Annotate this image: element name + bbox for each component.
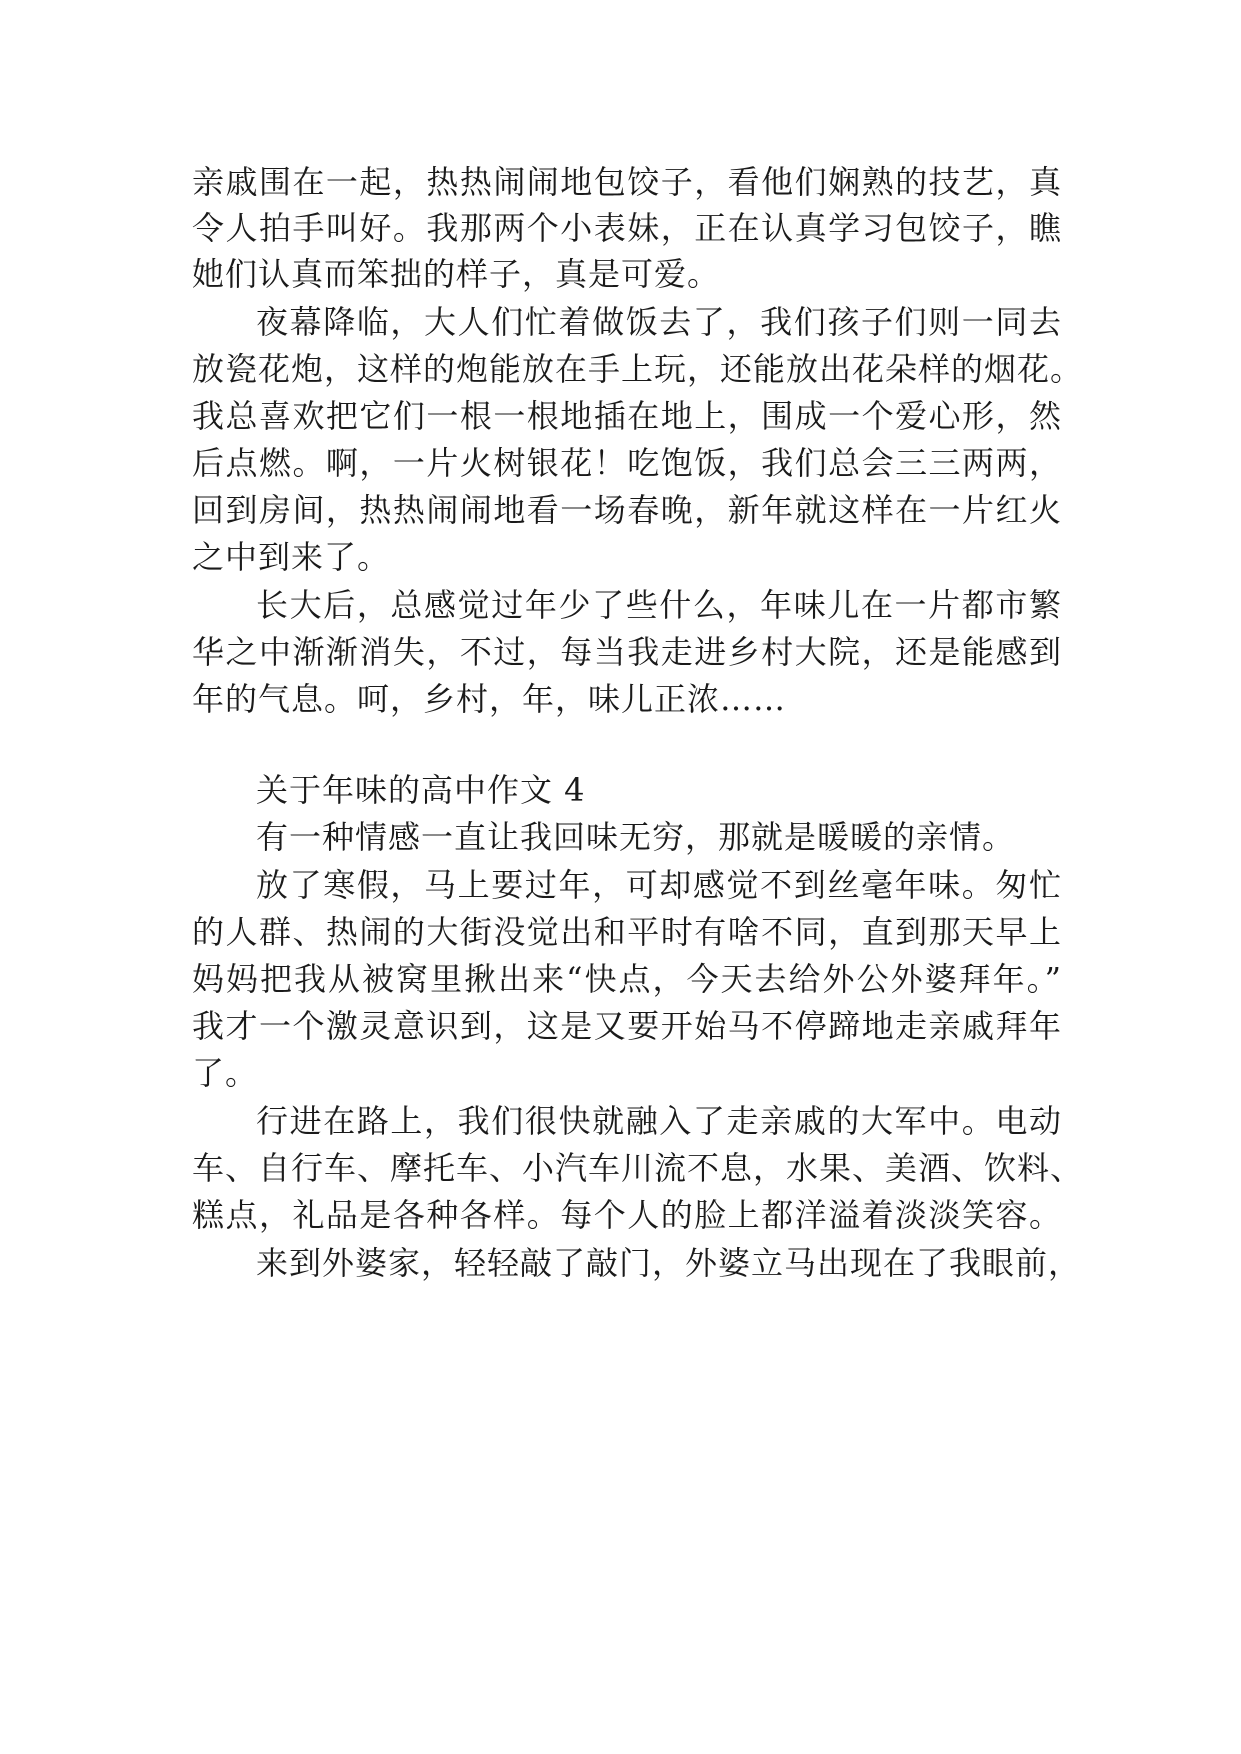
paragraph-line: 华之中渐渐消失，不过，每当我走进乡村大院，还是能感到 (192, 633, 1062, 671)
paragraph-line: 她们认真而笨拙的样子，真是可爱。 (192, 255, 721, 293)
paragraph-line: 回到房间，热热闹闹地看一场春晚，新年就这样在一片红火 (192, 491, 1062, 529)
paragraph-line: 糕点，礼品是各种各样。每个人的脸上都洋溢着淡淡笑容。 (192, 1196, 1062, 1234)
paragraph-line: 行进在路上，我们很快就融入了走亲戚的大军中。电动 (256, 1102, 1062, 1140)
paragraph-line: 之中到来了。 (192, 538, 391, 576)
paragraph-line: 长大后，总感觉过年少了些什么，年味儿在一片都市繁 (256, 586, 1062, 624)
paragraph-line: 放瓷花炮，这样的炮能放在手上玩，还能放出花朵样的烟花。 (192, 350, 1084, 388)
paragraph-line: 来到外婆家，轻轻敲了敲门，外婆立马出现在了我眼前， (256, 1244, 1082, 1282)
paragraph-line: 令人拍手叫好。我那两个小表妹，正在认真学习包饺子，瞧 (192, 209, 1062, 247)
paragraph-line: 年的气息。呵，乡村，年，味儿正浓…… (192, 680, 787, 718)
paragraph-line: 车、自行车、摩托车、小汽车川流不息，水果、美酒、饮料、 (192, 1149, 1084, 1187)
paragraph-line: 的人群、热闹的大街没觉出和平时有啥不同，直到那天早上 (192, 913, 1062, 951)
paragraph-line: 夜幕降临，大人们忙着做饭去了，我们孩子们则一同去 (256, 303, 1062, 341)
section-heading: 关于年味的高中作文 4 (256, 771, 586, 809)
paragraph-line: 放了寒假，马上要过年，可却感觉不到丝毫年味。匆忙 (256, 866, 1062, 904)
paragraph-line: 我才一个激灵意识到，这是又要开始马不停蹄地走亲戚拜年 (192, 1007, 1062, 1045)
paragraph-line: 后点燃。啊，一片火树银花！吃饱饭，我们总会三三两两， (192, 444, 1062, 482)
paragraph-line: 了。 (192, 1054, 259, 1092)
paragraph-line: 亲戚围在一起，热热闹闹地包饺子，看他们娴熟的技艺，真 (192, 163, 1062, 201)
paragraph-line: 我总喜欢把它们一根一根地插在地上，围成一个爱心形，然 (192, 397, 1062, 435)
paragraph-line: 有一种情感一直让我回味无穷，那就是暖暖的亲情。 (256, 818, 1016, 856)
paragraph-line: 妈妈把我从被窝里揪出来“快点，今天去给外公外婆拜年。” (192, 960, 1062, 998)
